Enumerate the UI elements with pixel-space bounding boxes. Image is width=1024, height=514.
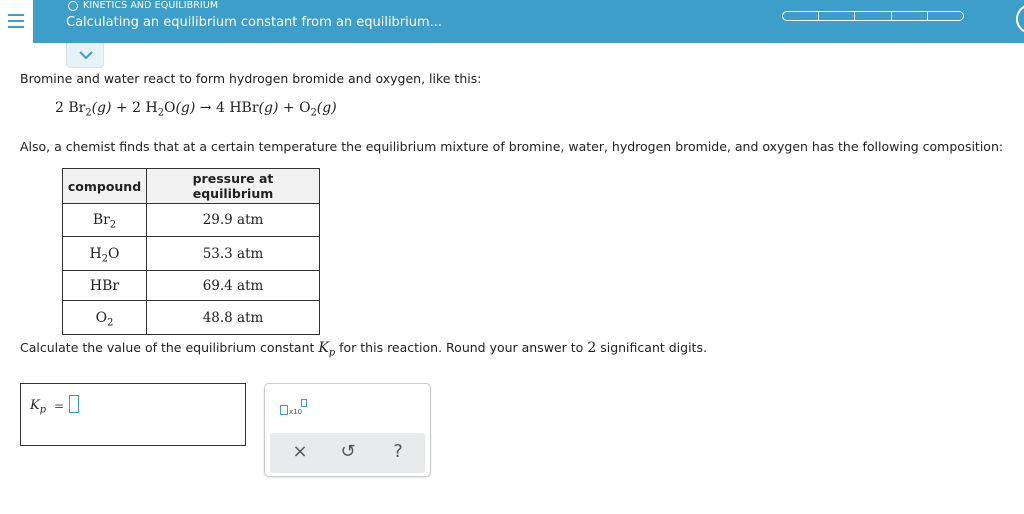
- menu-icon-line: [8, 20, 24, 22]
- question-post: for this reaction. Round your answer to: [339, 340, 584, 355]
- compound-sub: 2: [101, 252, 108, 264]
- compound-name: HBr: [89, 277, 120, 294]
- kp-sub: p: [39, 404, 46, 416]
- composition-table: [62, 168, 320, 335]
- compound-cell: [63, 271, 147, 301]
- intro-text: Bromine and water react to form hydrogen bromide and oxygen, like this:: [20, 71, 482, 86]
- compound-sub: 2: [109, 219, 117, 231]
- eq-sub: 2: [157, 107, 164, 119]
- compound-name: Br: [92, 212, 110, 228]
- question-k: [318, 340, 336, 359]
- eq-coef: 2: [55, 100, 64, 116]
- question-k-sub: p: [328, 347, 336, 359]
- chevron-down-icon: [79, 50, 93, 60]
- progress-segment: [819, 12, 855, 20]
- eq-coef: 2: [132, 100, 142, 116]
- question-pre: Calculate the value of the equilibrium constant: [20, 340, 315, 355]
- question-text: [20, 340, 707, 359]
- equals-sign: =: [54, 399, 65, 413]
- pressure-cell: 53.3 atm: [147, 237, 320, 271]
- compound-name: H: [89, 245, 102, 262]
- compound-tail: O: [107, 245, 120, 262]
- table-row: [63, 301, 320, 335]
- eq-coef: 4: [215, 100, 225, 116]
- eq-state: (g): [316, 100, 337, 116]
- x10-label: x10: [289, 408, 303, 416]
- page-title: Calculating an equilibrium constant from an equilibrium...: [66, 15, 443, 30]
- eq-sub: 2: [310, 107, 317, 119]
- eq-species: O: [299, 100, 311, 116]
- progress-segment: [855, 12, 891, 20]
- kp-symbol: K: [30, 398, 40, 413]
- tool-button-row: [270, 433, 425, 473]
- math-tool-panel: [264, 383, 431, 477]
- eq-species: O: [163, 100, 176, 116]
- header-bar: [0, 0, 1024, 43]
- eq-species: HBr: [229, 100, 259, 116]
- menu-icon-line: [8, 26, 24, 28]
- pressure-cell: 48.8 atm: [147, 301, 320, 335]
- table-header-row: [63, 169, 320, 204]
- table-row: [63, 271, 320, 301]
- undo-icon[interactable]: ↺: [340, 441, 356, 462]
- menu-icon: [8, 14, 24, 16]
- table-header-pressure: pressure at equilibrium: [147, 169, 320, 204]
- progress-segment: [928, 12, 963, 20]
- progress-segment: [783, 12, 819, 20]
- question-k-symbol: K: [318, 340, 329, 356]
- eq-plus: +: [115, 100, 128, 116]
- question-end: significant digits.: [600, 340, 707, 355]
- exponent-box-icon: [301, 399, 307, 407]
- progress-bar: [782, 11, 964, 21]
- eq-state: (g): [91, 100, 112, 116]
- pressure-cell: 29.9 atm: [147, 204, 320, 237]
- compound-name: O: [95, 309, 108, 326]
- compound-cell: [63, 204, 147, 237]
- progress-segment: [892, 12, 928, 20]
- composition-text: Also, a chemist finds that at a certain temperature the equilibrium mixture of bromine, water, hydrogen bromide, and oxygen has the following composition:: [20, 139, 1004, 154]
- eq-arrow: →: [199, 100, 212, 116]
- pressure-cell: 69.4 atm: [147, 271, 320, 301]
- scientific-notation-button[interactable]: [280, 399, 312, 419]
- eq-plus: +: [282, 100, 295, 116]
- eq-species: Br: [68, 100, 86, 116]
- kp-label: [30, 398, 46, 416]
- chemical-equation: [55, 100, 337, 119]
- answer-box: [20, 383, 246, 446]
- table-row: [63, 237, 320, 271]
- clear-icon[interactable]: ×: [292, 441, 308, 462]
- help-icon[interactable]: ?: [393, 441, 403, 462]
- next-button[interactable]: [1016, 4, 1024, 34]
- question-digits: 2: [587, 340, 597, 356]
- base-box-icon: [280, 405, 288, 415]
- compound-cell: [63, 237, 147, 271]
- compound-sub: 2: [107, 316, 114, 328]
- topic-circle-icon: [68, 1, 78, 11]
- eq-species: H: [145, 100, 158, 116]
- topic-label: KINETICS AND EQUILIBRIUM: [83, 0, 219, 11]
- eq-state: (g): [258, 100, 279, 116]
- eq-state: (g): [175, 100, 196, 116]
- collapse-header-button[interactable]: [66, 43, 104, 68]
- eq-sub: 2: [85, 107, 92, 119]
- table-header-compound: compound: [63, 169, 147, 204]
- table-row: [63, 204, 320, 237]
- compound-cell: [63, 301, 147, 335]
- answer-input[interactable]: [69, 395, 79, 413]
- menu-button[interactable]: [0, 0, 33, 43]
